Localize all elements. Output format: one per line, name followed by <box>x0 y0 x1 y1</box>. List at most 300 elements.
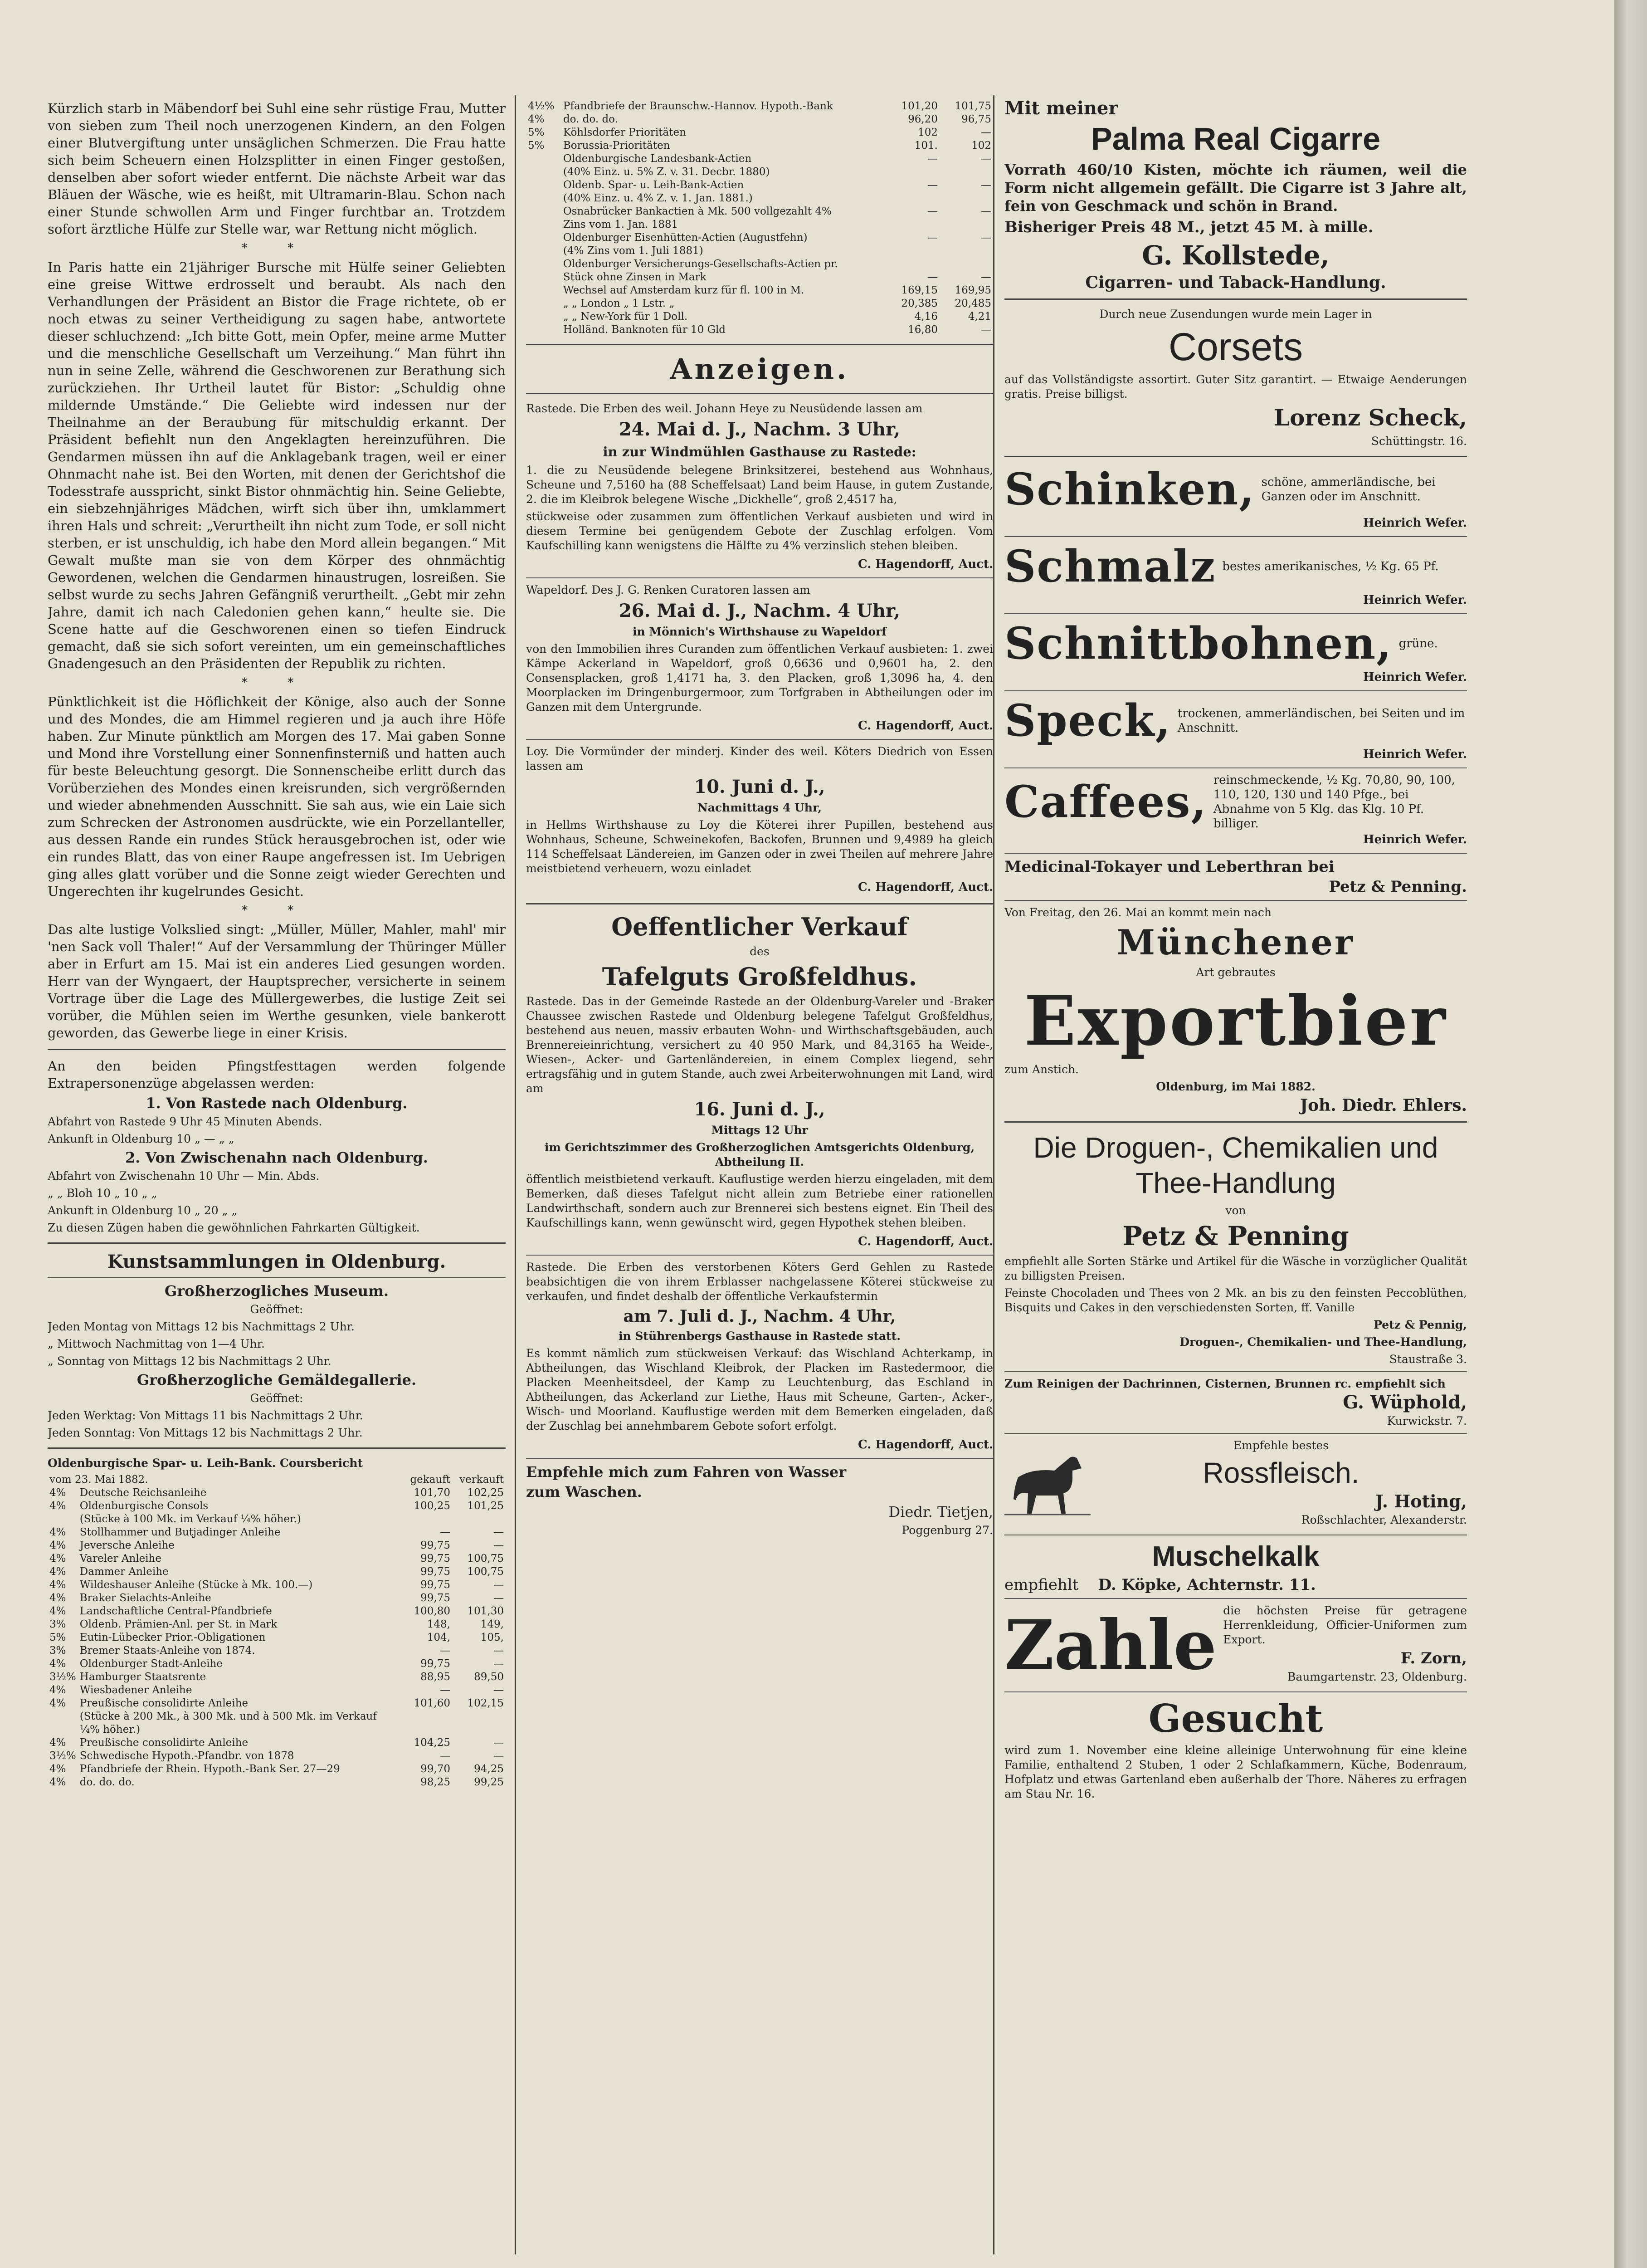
ad3-intro: Loy. Die Vormünder der minderj. Kinder des weil. Köters Diedrich von Essen lassen am <box>526 745 993 772</box>
kurs-rate <box>526 179 561 192</box>
kurs-sold <box>940 192 993 205</box>
kurs-rate <box>526 218 561 231</box>
bier-big: Exportbier <box>1024 981 1447 1061</box>
wefer-signature: Heinrich Wefer. <box>1363 748 1467 761</box>
kurs-name: Wildeshauser Anleihe (Stücke à Mk. 100.—) <box>79 1579 313 1591</box>
column-2 <box>526 100 993 1540</box>
kurs-row <box>48 1565 506 1579</box>
kurs-name: Oldenburgische Consols <box>79 1500 209 1512</box>
kurs-bought: 99,75 <box>420 1658 450 1670</box>
gallery-title: Großherzogliche Gemäldegallerie. <box>136 1371 417 1388</box>
kurs-rate <box>526 297 561 310</box>
divider <box>526 577 993 578</box>
kurs-row <box>526 139 993 152</box>
kurs-bought: 99,75 <box>420 1566 450 1578</box>
kurs-name: Hamburger Staatsrente <box>79 1671 206 1683</box>
kurs-sold: 89,50 <box>474 1671 504 1683</box>
kurs-row <box>526 113 993 126</box>
kurs-rate: 3½% <box>49 1671 76 1683</box>
ad5-place: in Stührenbergs Gasthause in Rastede statt. <box>619 1330 901 1343</box>
kurs-row <box>48 1684 506 1697</box>
kurs-rate <box>526 192 561 205</box>
kurs-sold: 20,485 <box>955 298 991 309</box>
gallery-hours-1: Jeden Werktag: Von Mittags 11 bis Nachmittags 2 Uhr. <box>48 1409 363 1422</box>
kurs-name: do. do. do. <box>79 1776 135 1788</box>
kurs-name: Köhlsdorfer Prioritäten <box>563 127 686 138</box>
rossfleisch-ad <box>1004 1438 1467 1530</box>
ad2-text: von den Immobilien ihres Curanden zum öffentlichen Verkauf ausbieten: 1. zwei Kämpe Ackerland in Wapeldorf, groß 0,6636 und 0,9601 ha, 2. den Consensplacken, groß 1,4171 ha, 3. den Placken, groß 1,3096 ha, 4. den Moorplacken im Dringenburgermoor, zum Torfgraben in Abtheilungen oder im Ganzen mit dem Untergrunde. <box>526 642 993 714</box>
kurs-bought: 102 <box>918 127 938 138</box>
kurs-rate <box>526 323 561 337</box>
kurs-rows <box>526 100 993 337</box>
wefer-item <box>1004 542 1467 591</box>
ad6-name: Diedr. Tietjen, <box>888 1503 993 1520</box>
kurs-name: Pfandbriefe der Braunschw.-Hannov. Hypoth.-Bank <box>563 100 833 112</box>
kurs-name: Jeversche Anleihe <box>79 1540 175 1551</box>
divider <box>1004 1433 1467 1434</box>
ad3-time: Nachmittags 4 Uhr, <box>697 801 822 814</box>
kurs-sold: — <box>981 127 991 138</box>
kurs-name: Wiesbadener Anleihe <box>79 1684 192 1696</box>
kurs-col-header: gekauft <box>410 1474 450 1486</box>
kurs-bought: — <box>440 1526 450 1538</box>
kurs-row <box>48 1657 506 1671</box>
wefer-item <box>1004 619 1467 669</box>
reinigen-text: Zum Reinigen der Dachrinnen, Cisternen, Brunnen rc. empfiehlt sich <box>1004 1377 1446 1390</box>
kurs-row <box>48 1776 506 1789</box>
kurs-row <box>48 1579 506 1592</box>
kurs-rate: 4% <box>49 1592 66 1604</box>
gallery-hours-2: Jeden Sonntag: Von Mittags 12 bis Nachmittags 2 Uhr. <box>48 1426 363 1439</box>
divider <box>526 1458 993 1459</box>
kurs-bought: 99,75 <box>420 1579 450 1591</box>
column-1 <box>48 100 506 1789</box>
wefer-item <box>1004 773 1467 831</box>
train2-bloh: „ „ Bloh 10 „ 10 „ „ <box>48 1187 157 1200</box>
kurs-name: Oldenb. Spar- u. Leih-Bank-Actien <box>563 179 744 191</box>
zahle-text: die höchsten Preise für getragene Herrenkleidung, Officier-Uniformen zum Export. <box>1223 1604 1467 1646</box>
kurs-rate: 4% <box>49 1526 66 1538</box>
kurs-row <box>48 1592 506 1605</box>
kurs-sold: 94,25 <box>474 1763 504 1775</box>
news-mueller: Das alte lustige Volkslied singt: „Müller, Müller, Mahler, mahl' mir 'nen Sack voll Thaler!“ Auf der Versammlung der Thüringer Müller aber in Erfurt am 15. Mai ist ein anderes Lied gesungen worden. Herr van der Wyngaert, der Hauptsprecher, versicherte in seinem Vortrage über die Lage des Müllergewerbes, die lustige Zeit sei vorüber, die Mühlen seien im Werthe gesunken, viele bankerott geworden, das Gewerbe liege in einer Krisis. <box>48 922 506 1041</box>
kurs-name: Oldenburgische Landesbank-Actien <box>563 153 752 165</box>
kurs-name: Borussia-Prioritäten <box>563 140 670 152</box>
kurs-rate: 4% <box>49 1737 66 1749</box>
wefer-item-word: Caffees, <box>1004 776 1207 827</box>
kurs-bought: — <box>440 1684 450 1696</box>
kurs-sold: 102,25 <box>467 1487 504 1499</box>
kurs-sold: — <box>981 232 991 244</box>
kurs-name: Osnabrücker Bankactien à Mk. 500 vollgezahlt 4% <box>563 205 832 217</box>
ad4-date: 16. Juni d. J., <box>694 1099 825 1120</box>
kurs-rate <box>526 205 561 218</box>
train2-departure: Abfahrt von Zwischenahn 10 Uhr — Min. Abds. <box>48 1169 320 1183</box>
kurs-name: (40% Einz. u. 4% Z. v. 1. Jan. 1881.) <box>563 192 753 204</box>
ad2-signature: C. Hagendorff, Auct. <box>858 719 993 733</box>
kurs-sold <box>940 218 993 231</box>
kurs-name: Preußische consolidirte Anleihe <box>79 1737 249 1749</box>
kurs-row <box>526 218 993 231</box>
kurs-row <box>48 1500 506 1513</box>
wefer-item-word: Schmalz <box>1004 541 1216 592</box>
kurs-row <box>526 192 993 205</box>
kurs-name: Pfandbriefe der Rhein. Hypoth.-Bank Ser. 27—29 <box>79 1763 340 1775</box>
kurs-rate: 3% <box>49 1618 66 1630</box>
tokayer-seller: Petz & Penning. <box>1329 878 1467 896</box>
divider <box>1004 456 1467 457</box>
corsets-text: auf das Vollständigste assortirt. Guter Sitz garantirt. — Etwaige Aenderungen gratis. Preise billigst. <box>1004 373 1467 401</box>
kunst-title: Kunstsammlungen in Oldenburg. <box>107 1251 446 1272</box>
ad5-text2: Es kommt nämlich zum stückweisen Verkauf: das Wischland Achterkamp, in Abtheilungen, das Wischland Kleibrok, der Placken im Rastedermoor, die Placken Meenheitsdeel, der Kamp zu Leuchtenburg, das Eschland in Abtheilungen, das Ackerland zur Liethe, Haus mit Scheune, Garten-, Acker-, Wisch- und Moorland. Kauflustige werden mit dem Bemerken eingeladen, daß der Zuschlag bei annehmbarem Gebote sofort erfolgt. <box>526 1347 993 1432</box>
cigar-title: Palma Real Cigarre <box>1091 121 1381 156</box>
kurs-name: (Stücke à 200 Mk., à 300 Mk. und à 500 Mk. im Verkauf ¼% höher.) <box>79 1711 377 1735</box>
gesucht-text: wird zum 1. November eine kleine alleinige Unterwohnung für eine kleine Familie, enthaltend 2 Stuben, 1 oder 2 Schlafkammern, Küche, Bodenraum, Hofplatz und etwas Gartenland eben außerhalb der Thore. Näheres zu erfragen am Stau Nr. 16. <box>1004 1744 1467 1800</box>
bier-art: Art gebrautes <box>1196 966 1276 979</box>
droguen-title: Die Droguen-, Chemikalien und Thee-Handlung <box>1033 1131 1438 1199</box>
kurs-rate: 3½% <box>49 1750 76 1762</box>
kurs-row <box>526 297 993 310</box>
corsets-name: Lorenz Scheck, <box>1273 404 1467 431</box>
train1-arrival: Ankunft in Oldenburg 10 „ — „ „ <box>48 1132 234 1145</box>
kurs-bought: 104,25 <box>414 1737 450 1749</box>
kurs-bought: 88,95 <box>420 1671 450 1683</box>
corsets-address: Schüttingstr. 16. <box>1371 435 1467 448</box>
kurs-row <box>48 1697 506 1710</box>
kurs-sold: — <box>981 153 991 165</box>
zahle-name: F. Zorn, <box>1400 1649 1467 1667</box>
separator-stars: * * <box>241 676 312 689</box>
anzeigen-title: Anzeigen. <box>670 352 849 386</box>
kurs-rate: 4% <box>49 1658 66 1670</box>
ad1-signature: C. Hagendorff, Auct. <box>858 557 993 571</box>
ad1-place: in zur Windmühlen Gasthause zu Rastede: <box>603 444 916 459</box>
kurs-name: Schwedische Hypoth.-Pfandbr. von 1878 <box>79 1750 294 1762</box>
divider <box>1004 613 1467 614</box>
ad6-address: Poggenburg 27. <box>901 1524 993 1537</box>
kurs-bought: 101,20 <box>901 100 938 112</box>
column-rule <box>993 95 994 2254</box>
kurs-rate: 4% <box>49 1500 66 1512</box>
kurs-row <box>526 231 993 244</box>
kurs-sold: 149, <box>480 1618 504 1630</box>
kurs-row <box>526 100 993 113</box>
droguen-text2: Feinste Chocoladen und Thees von 2 Mk. an bis zu den feinsten Peccoblüthen, Bisquits und Cakes in den verschiedensten Sorten, ff. Vanille <box>1004 1286 1467 1314</box>
kurs-rate: 3% <box>49 1645 66 1657</box>
kurs-bought: — <box>927 179 938 191</box>
wefer-item-word: Schnittbohnen, <box>1004 618 1393 669</box>
muschelkalk-pre: empfiehlt <box>1004 1576 1079 1594</box>
kurs-sold: — <box>493 1658 504 1670</box>
bier-name: Joh. Diedr. Ehlers. <box>1300 1096 1467 1115</box>
gesucht-title: Gesucht <box>1148 1696 1323 1741</box>
wefer-item <box>1004 464 1467 514</box>
kurs-name: Landschaftliche Central-Pfandbriefe <box>79 1605 272 1617</box>
divider <box>1004 690 1467 691</box>
kurs-name: Zins vom 1. Jan. 1881 <box>563 219 678 230</box>
divider <box>1004 536 1467 537</box>
kurs-name: Oldenburger Eisenhütten-Actien (Augustfehn) <box>563 232 808 244</box>
kurs-row <box>48 1736 506 1750</box>
kurs-row <box>526 126 993 139</box>
bier-pre: Von Freitag, den 26. Mai an kommt mein nach <box>1004 906 1272 919</box>
kurs-bought: 4,16 <box>914 311 938 323</box>
kurs-row <box>526 244 993 258</box>
kurs-sold: 169,95 <box>955 284 991 296</box>
ad3-signature: C. Hagendorff, Auct. <box>858 880 993 894</box>
kurs-rate: 4% <box>49 1566 66 1578</box>
droguen-sig1: Petz & Pennig, <box>1374 1318 1467 1331</box>
cigar-firm: Cigarren- und Taback-Handlung. <box>1085 273 1386 292</box>
kurs-name: Dammer Anleihe <box>79 1566 169 1578</box>
kurs-bought <box>886 192 940 205</box>
kurs-name: Deutsche Reichsanleihe <box>79 1487 207 1499</box>
kurs-row <box>48 1605 506 1618</box>
kurs-rate <box>526 152 561 166</box>
kurs-bought: 148, <box>427 1618 450 1630</box>
kurs-header-row <box>48 1473 506 1486</box>
kurs-rate: 4% <box>49 1553 66 1564</box>
kurs-bought: — <box>927 271 938 283</box>
page-edge <box>1614 0 1647 2268</box>
kurs-sold: — <box>981 271 991 283</box>
separator-stars: * * <box>241 241 312 255</box>
kurs-date: vom 23. Mai 1882. <box>49 1474 148 1486</box>
cigar-price: Bisheriger Preis 48 M., jetzt 45 M. à mille. <box>1004 218 1374 236</box>
kurs-sold: — <box>493 1737 504 1749</box>
droguen-text: empfiehlt alle Sorten Stärke und Artikel für die Wäsche in vorzüglicher Qualität zu billigsten Preisen. <box>1004 1255 1467 1282</box>
cigar-name: G. Kollstede, <box>1142 240 1330 271</box>
ad2-date: 26. Mai d. J., Nachm. 4 Uhr, <box>619 600 901 621</box>
ad6-line2: zum Waschen. <box>526 1483 642 1501</box>
kurs-sold: — <box>493 1526 504 1538</box>
corsets-title: Corsets <box>1168 325 1303 369</box>
kurs-sold: — <box>493 1684 504 1696</box>
kurs-name: Bremer Staats-Anleihe von 1874. <box>79 1645 255 1657</box>
museum-title: Großherzogliches Museum. <box>164 1282 389 1300</box>
kurs-row <box>48 1539 506 1552</box>
kurs-name: Oldenburger Stadt-Anleihe <box>79 1658 223 1670</box>
kurs-sold: 105, <box>480 1632 504 1643</box>
kurs-bought: — <box>927 232 938 244</box>
ad4-text2: öffentlich meistbietend verkauft. Kauflustige werden hierzu eingeladen, mit dem Bemerken, daß dieses Tafelgut nicht allein zum Betriebe einer rationellen Landwirthschaft, sondern auch zur Brennerei sich bestens eignet. Ein Theil des Kaufschillings kann, wenn gewünscht wird, gegen Hypothek stehen bleiben. <box>526 1173 993 1229</box>
kurs-bought: 101. <box>914 140 938 152</box>
kurs-rate <box>526 310 561 323</box>
ad2-place: in Mönnich's Wirthshause zu Wapeldorf <box>633 625 887 638</box>
bier-post: zum Anstich. <box>1004 1063 1079 1076</box>
kurs-row <box>526 166 993 179</box>
kurs-rate: 4% <box>49 1776 66 1788</box>
kurs-row <box>526 310 993 323</box>
muschelkalk-title: Muschelkalk <box>1152 1541 1320 1572</box>
kurs-name: „ „ New-York für 1 Doll. <box>563 311 688 323</box>
kurs-row <box>526 152 993 166</box>
kurs-bought: — <box>927 153 938 165</box>
kurs-row <box>48 1750 506 1763</box>
train2-arrival: Ankunft in Oldenburg 10 „ 20 „ „ <box>48 1204 238 1217</box>
kurs-rate <box>526 231 561 244</box>
divider <box>1004 767 1467 768</box>
kurs-row <box>526 284 993 297</box>
kurs-bought <box>886 218 940 231</box>
kurs-row <box>48 1618 506 1631</box>
kurs-rate: 4% <box>49 1605 66 1617</box>
kurs-rate <box>526 166 561 179</box>
kurs-row <box>48 1631 506 1644</box>
kurs-bought: 16,80 <box>908 324 938 336</box>
bier-title: Münchener <box>1116 922 1355 963</box>
kurs-rate: 4% <box>49 1697 66 1709</box>
kurs-rate <box>48 1710 78 1736</box>
kurs-sold: 99,25 <box>474 1776 504 1788</box>
divider <box>1004 853 1467 854</box>
divider <box>1004 1121 1467 1123</box>
divider <box>526 393 993 394</box>
kurs-sold: 101,75 <box>955 100 991 112</box>
kurs-name: Oldenburger Versicherungs-Gesellschafts-Actien pr. <box>563 258 838 270</box>
tokayer-line: Medicinal-Tokayer und Leberthran bei <box>1004 858 1335 876</box>
kurs-name: Wechsel auf Amsterdam kurz für fl. 100 in M. <box>563 284 804 296</box>
kurs-row <box>526 258 993 271</box>
kurs-bought: — <box>440 1645 450 1657</box>
divider <box>1004 1598 1467 1599</box>
kurs-rate: 4% <box>49 1540 66 1551</box>
droguen-von: von <box>1225 1204 1246 1217</box>
kurs-rate: 4½% <box>528 100 555 112</box>
ad5-signature: C. Hagendorff, Auct. <box>858 1438 993 1452</box>
kurs-sold: — <box>981 179 991 191</box>
kurs-name: Holländ. Banknoten für 10 Gld <box>563 324 726 336</box>
bier-place: Oldenburg, im Mai 1882. <box>1156 1080 1316 1093</box>
ad5-date: am 7. Juli d. J., Nachm. 4 Uhr, <box>623 1307 896 1326</box>
kurs-name: Vareler Anleihe <box>79 1553 162 1564</box>
kurs-bought: 169,15 <box>901 284 938 296</box>
divider <box>48 1277 506 1278</box>
kurs-sold: — <box>981 324 991 336</box>
wefer-item-text: bestes amerikanisches, ½ Kg. 65 Pf. <box>1222 560 1439 573</box>
kurs-sold: — <box>493 1540 504 1551</box>
kurs-rate: 5% <box>49 1632 66 1643</box>
wefer-item-text: reinschmeckende, ½ Kg. 70,80, 90, 100, 110, 120, 130 und 140 Pfge., bei Abnahme von 5 Klg. das Klg. 10 Pf. billiger. <box>1213 773 1455 831</box>
cigar-pre: Mit meiner <box>1004 100 1118 119</box>
wefer-item-text: trockenen, ammerländischen, bei Seiten und im Anschnitt. <box>1177 707 1465 735</box>
ad4-des: des <box>750 945 770 958</box>
kurs-rate: 4% <box>49 1487 66 1499</box>
news-blutvergiftung: Kürzlich starb in Mäbendorf bei Suhl eine sehr rüstige Frau, Mutter von sieben zum Theil noch unerzogenen Kindern, an den Folgen einer Blutvergiftung unter unsäglichen Schmerzen. Die Frau hatte sich beim Scheuern einen Holzsplitter in einen Finger gestoßen, denselben aber sofort wieder entfernt. Die nächste Arbeit war das Bläuen der Wäsche, wie es heißt, mit Ultramarin-Blau. Schon nach einer Stunde schwollen Arm und Finger furchtbar an. Trotzdem sofort ärztliche Hülfe zur Stelle war, war Rettung nicht möglich. <box>48 101 506 237</box>
kurs-bought <box>399 1710 452 1736</box>
rossfleisch-title: Rossfleisch. <box>1203 1457 1360 1489</box>
droguen-sig2: Droguen-, Chemikalien- und Thee-Handlung, <box>1179 1335 1467 1349</box>
kurs-bought: 98,25 <box>420 1776 450 1788</box>
divider <box>526 739 993 740</box>
kurs-sold: 96,75 <box>961 113 991 125</box>
wefer-signature: Heinrich Wefer. <box>1363 593 1467 607</box>
wefer-signature: Heinrich Wefer. <box>1363 670 1467 684</box>
kurs-bought: 99,75 <box>420 1540 450 1551</box>
kurs-rate: 5% <box>528 127 545 138</box>
corsets-pre: Durch neue Zusendungen wurde mein Lager in <box>1099 308 1372 321</box>
muschelkalk-name: D. Köpke, Achternstr. 11. <box>1098 1576 1316 1594</box>
ad4-subtitle: Tafelguts Großfeldhus. <box>602 962 917 991</box>
ad1-text: stückweise oder zusammen zum öffentlichen Verkauf ausbieten und wird in diesem Termine bei genügendem Gebote der Zuschlag erfolgen. Vom Kaufschilling kann wenigstens die Hälfte zu 4% verzinslich stehen bleiben. <box>526 510 993 552</box>
wefer-signature: Heinrich Wefer. <box>1363 516 1467 530</box>
kurs-name: (Stücke à 100 Mk. im Verkauf ¼% höher.) <box>79 1513 301 1525</box>
kurs-table <box>48 1473 506 1789</box>
wefer-item <box>1004 696 1467 746</box>
ad4-text: Rastede. Das in der Gemeinde Rastede an der Oldenburg-Vareler und -Braker Chaussee zwischen Rastede und Oldenburg belegene Tafelgut Großfeldhus, bestehend aus neuen, massiv erbauten Wohn- und Wirthschaftsgebäuden, auch Brennereieinrichtung, versichert zu 40 950 Mark, und 84,3165 ha Weide-, Wiesen-, Acker- und Gartenländereien, in einem Complex liegend, sehr ertragsfähig und in gutem Stande, auch zwei Arbeiterwohnungen mit Land, wird am <box>526 995 993 1095</box>
kurs-name: „ „ London „ 1 Lstr. „ <box>563 298 675 309</box>
kurs-rate: 5% <box>528 140 545 152</box>
horse-icon <box>1004 1450 1091 1518</box>
kurs-sold: — <box>493 1579 504 1591</box>
opened-label: Geöffnet: <box>250 1392 303 1405</box>
kurs-bought: 100,80 <box>414 1605 450 1617</box>
kurs-sold: 4,21 <box>968 311 991 323</box>
divider <box>1004 900 1467 901</box>
cigar-text: Vorrath 460/10 Kisten, möchte ich räumen, weil die Form nicht allgemein gefällt. Die Cigarre ist 3 Jahre alt, fein von Geschmack und schön in Brand. <box>1004 161 1467 215</box>
divider <box>1004 1371 1467 1372</box>
rossfleisch-address: Roßschlachter, Alexanderstr. <box>1301 1513 1467 1526</box>
kurs-bought: 99,75 <box>420 1553 450 1564</box>
separator-stars: * * <box>241 904 312 917</box>
kurs-row <box>48 1763 506 1776</box>
kurs-bought: 101,60 <box>414 1697 450 1709</box>
news-sonnenfinsternis: Pünktlichkeit ist die Höflichkeit der Könige, also auch der Sonne und des Mondes, die am Himmel regieren und ja auch ihre Höfe haben. Zur Minute pünktlich am Morgen des 17. Mai gaben Sonne und Mond ihre Vorstellung einer Sonnenfinsterniß und hatten auch für beste Beleuchtung gesorgt. Die Sonnenscheibe erlitt durch das Vorüberziehen des Mondes einen kreisrunden, sich vergrößernden und wieder abnehmenden Ausschnitt. Sie sah aus, wie ein Laie sich zum Schrecken der Astronomen ausdrückte, wie ein Porzellanteller, aus dessen Rande ein rundes Stück herausgebrochen ist, oder wie ein rundes Blatt, das von einer Raupe angefressen ist. Im Uebrigen ging alles glatt vorüber und die Sonne zeigt wieder Gerechten und Ungerechten ihr kugelrundes Gesicht. <box>48 694 506 899</box>
kurs-rate <box>526 271 561 284</box>
kurs-sold <box>452 1513 506 1526</box>
wefer-signature: Heinrich Wefer. <box>1363 833 1467 846</box>
reinigen-name: G. Wüphold, <box>1343 1392 1467 1413</box>
kurs-rate: 4% <box>49 1579 66 1591</box>
rossfleisch-pre: Empfehle bestes <box>1233 1439 1329 1452</box>
kurs-bought: 104, <box>427 1632 450 1643</box>
kurs-row <box>526 179 993 192</box>
divider <box>526 903 993 904</box>
kurs-sold: 102,15 <box>467 1697 504 1709</box>
kurs-bought <box>886 166 940 179</box>
ad5-text: Rastede. Die Erben des verstorbenen Köters Gerd Gehlen zu Rastede beabsichtigen die von ihrem Erblasser nachgelassene Köterei stückweise zu verkaufen, und findet deshalb der öffentliche Verkaufstermin <box>526 1261 993 1303</box>
kurs-rate: 4% <box>49 1763 66 1775</box>
kurs-name: (40% Einz. u. 5% Z. v. 31. Decbr. 1880) <box>563 166 770 178</box>
kurs-sold: 100,75 <box>467 1553 504 1564</box>
kurs-sold <box>452 1710 506 1736</box>
zahle-address: Baumgartenstr. 23, Oldenburg. <box>1287 1670 1467 1683</box>
droguen-sig3: Staustraße 3. <box>1389 1353 1467 1366</box>
muschelkalk-line <box>1004 1576 1467 1593</box>
train2-heading: 2. Von Zwischenahn nach Oldenburg. <box>125 1149 428 1166</box>
column-3 <box>1004 100 1467 1804</box>
kurs-rate <box>48 1513 78 1526</box>
kurs-rate <box>526 244 561 258</box>
wefer-item-text: schöne, ammerländische, bei Ganzen oder im Anschnitt. <box>1261 475 1436 503</box>
kurs-sold <box>940 166 993 179</box>
ad6-line1: Empfehle mich zum Fahren von Wasser <box>526 1463 847 1481</box>
kurs-bought: — <box>440 1750 450 1762</box>
rossfleisch-name: J. Hoting, <box>1375 1491 1467 1511</box>
kurs-name: Stollhammer und Butjadinger Anleihe <box>79 1526 281 1538</box>
kurs-sold: — <box>493 1645 504 1657</box>
wefer-item-word: Schinken, <box>1004 464 1255 515</box>
zahle-word: Zahle <box>1004 1605 1217 1685</box>
divider <box>1004 1691 1467 1692</box>
ad4-time: Mittags 12 Uhr <box>711 1124 808 1137</box>
kurs-title: Oldenburgische Spar- u. Leih-Bank. Coursbericht <box>48 1457 363 1470</box>
kurs-name: do. do. do. <box>563 113 618 125</box>
kurs-rows <box>48 1486 506 1789</box>
kurs-row <box>526 271 993 284</box>
divider <box>526 344 993 345</box>
kurs-bought: 96,20 <box>908 113 938 125</box>
